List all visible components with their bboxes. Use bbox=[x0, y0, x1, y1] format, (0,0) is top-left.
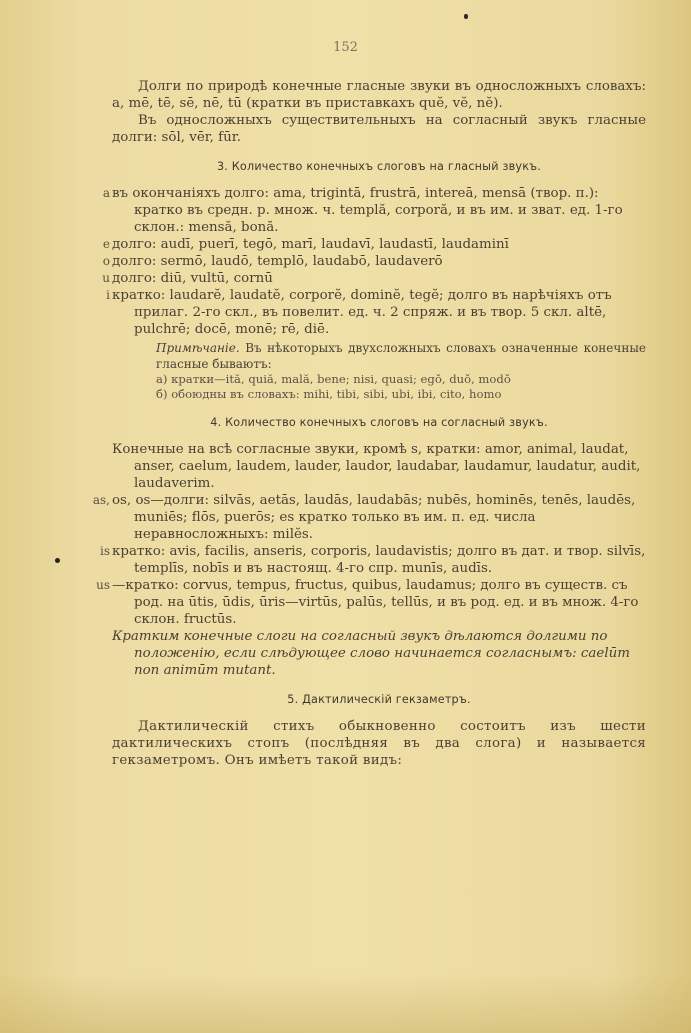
rule-text: —кратко: corvus, tempus, fructus, quibus, laudamus; долго въ существ. съ род. на ūtis, ūdis, ūris—virtūs, palūs, tellūs, и въ род. ед. и въ множ. 4-го склон. fructūs. bbox=[112, 578, 639, 627]
ink-dot-margin bbox=[55, 558, 60, 563]
note-title: Примѣчаніе. bbox=[156, 341, 240, 355]
rule-4-general bbox=[112, 441, 646, 492]
rule-e bbox=[102, 236, 646, 253]
rule-text: долго: sermō, laudō, templō, laudabō, laudaverō bbox=[112, 254, 443, 269]
note bbox=[112, 340, 646, 372]
rule-text: долго: diū, vultū, cornū bbox=[112, 271, 273, 286]
rule-u bbox=[102, 270, 646, 287]
paragraph-1: Долги по природѣ конечные гласные звуки въ односложныхъ словахъ: а, mē, tē, sē, nē, tū (кратки въ приставкахъ quĕ, vĕ, nĕ). bbox=[112, 79, 646, 111]
rule-4-as-es-os bbox=[92, 492, 646, 543]
rule-o bbox=[102, 253, 646, 270]
rule-text: os, os—долги: silvās, aetās, laudās, laudabās; nubēs, hominēs, tenēs, laudēs, muniēs; flōs, puerōs; es кратко только въ им. п. ед. числа неравносложныхъ: milĕs. bbox=[112, 493, 636, 542]
document-body bbox=[92, 78, 646, 769]
rule-4-is bbox=[100, 543, 646, 577]
section-heading-3: 3. Количество конечныхъ слоговъ на гласный звукъ. bbox=[216, 160, 542, 173]
rule-mark: i bbox=[106, 288, 110, 302]
rule-mark: as, bbox=[92, 493, 110, 507]
rule-4-us bbox=[96, 577, 646, 628]
note-line-1: а) кратки—ită, quiă, mală, bene; nisi, quasi; egŏ, duŏ, modŏ bbox=[156, 372, 511, 386]
ink-dot bbox=[464, 14, 468, 19]
rule-mark: o bbox=[102, 254, 110, 268]
section-heading-5: 5. Дактилическій гекзаметръ. bbox=[287, 693, 471, 706]
note-line-2: б) обоюдны въ словахъ: mihi, tibi, sibi, ubi, ibi, cito, homo bbox=[156, 387, 502, 401]
page-number: 152 bbox=[333, 40, 358, 55]
rule-mark: e bbox=[102, 237, 110, 251]
rule-mark: a bbox=[102, 186, 110, 200]
rule-text: кратко: avis, facilis, anseris, corporis, laudavistis; долго въ дат. и твор. silvīs, templīs, nobīs и въ настоящ. 4-го спр. munīs, audīs. bbox=[112, 544, 646, 576]
section-heading-4: 4. Количество конечныхъ слоговъ на согласный звукъ. bbox=[210, 416, 548, 429]
paragraph-5: Дактилическій стихъ обыкновенно состоитъ изъ шести дактилическихъ стопъ (послѣдняя въ два слога) и называется гекзаметромъ. Онъ имѣетъ такой видъ: bbox=[112, 719, 646, 768]
rule-mark: is bbox=[100, 544, 110, 558]
rule-mark: u bbox=[102, 271, 110, 285]
note-text: Въ нѣкоторыхъ двухсложныхъ словахъ означенные конечные гласные бываютъ: bbox=[156, 341, 646, 371]
rule-text: кратко: laudarĕ, laudatĕ, corporĕ, dominĕ, tegĕ; долго въ нарѣчіяхъ отъ прилаг. 2-го скл., въ повелит. ед. ч. 2 спряж. и въ твор. 5 скл. altē, pulchrē; docē, monē; rē, diē. bbox=[112, 288, 612, 337]
rule-text: Кратким конечные слоги на согласный звукъ дѣлаются долгими по положенію, если слѣдующее слово начинается согласнымъ: caelūm non animūm mutant. bbox=[112, 629, 630, 678]
paragraph-2: Въ односложныхъ существительныхъ на согласный звукъ гласные долги: sōl, vēr, fūr. bbox=[112, 113, 646, 145]
rule-a bbox=[102, 185, 646, 236]
rule-i bbox=[106, 287, 646, 338]
rule-mark: us bbox=[96, 578, 110, 592]
rule-text: долго: audī, puerī, tegō, marī, laudavī, laudastī, laudaminī bbox=[112, 237, 509, 252]
rule-text: въ окончаніяхъ долго: ama, trigintā, frustrā, intereā, mensā (твор. п.): кратко въ средн. р. множ. ч. templă, corporă, и въ им. и зват. ед. 1-го склон.: mensă, bonă. bbox=[112, 186, 623, 235]
rule-text: Конечные на всѣ согласные звуки, кромѣ s, кратки: amor, animal, laudat, anser, caelum, laudem, lauder, laudor, laudabar, laudamur, laudatur, audit, laudaverim. bbox=[112, 442, 641, 491]
rule-4-position bbox=[112, 628, 646, 679]
